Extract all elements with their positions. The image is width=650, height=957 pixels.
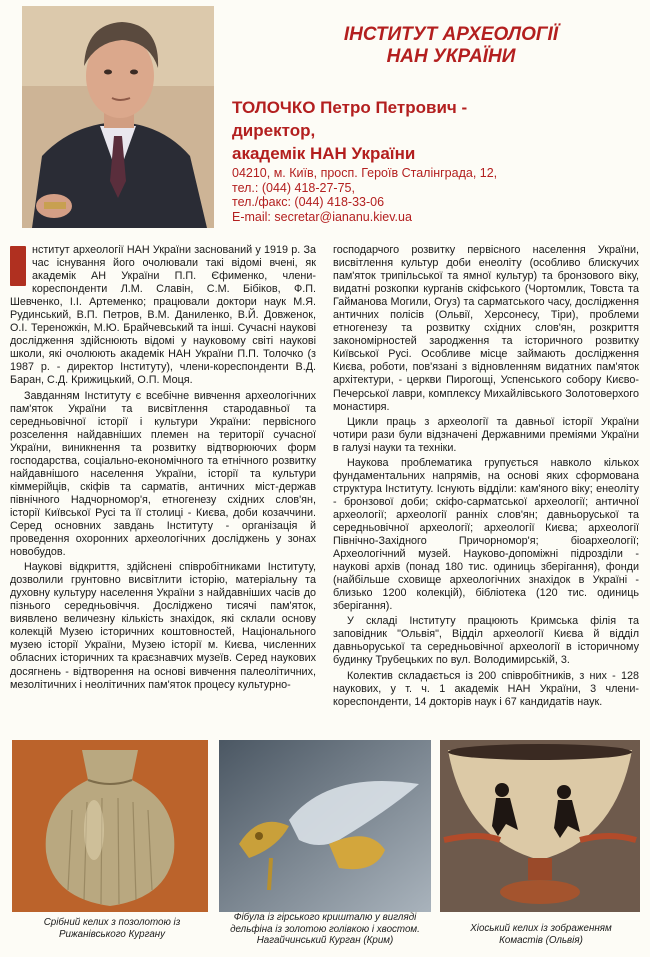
title-line-1: ІНСТИТУТ АРХЕОЛОГІЇ: [343, 24, 559, 45]
caption-kylix: Хіоський келих із зображенням Комастів (Ольвія): [470, 923, 612, 946]
paragraph: нститут археології НАН України заснований у 1919 р. За час існування його очолювали такі відомі вчені, як академік АН України П.П. Єфименко, члени-кореспонденти Л.М. Славін, С.М. Бібіков, Ф.П. Шевченко, І.І. Артеменко; працювали доктори наук М.Я. Рудинський, В.П. Петров, В.М. Даниленко, В.Й. Довженок, О.І. Тереножкін, М.Ю. Брайчевський та інші. Сучасні наукові дослідження здійснюють відомі у науковому світі наукові школи, які очолюють академік НАН України П.П. Толочко (з 1987 р. - директор Інституту), члени-кореспонденти В.Д. Баран, С.Д. Крижицький, О.П. Моця.: [10, 244, 316, 387]
paragraph: господарчого розвитку первісного населення України, висвітлення культур доби енеоліту (особливо блискучих пам'яток трипільської та ямної культур) та бронзового віку, видатні розкопки курганів скіфського (Чортомлик, Товста та Гайманова Могили, Огуз) та сарматського часу, дослідження античних полісів (Ольвії, Херсонесу, Тіри), проблеми етногенезу та розвитку східних слов'ян, розкриття закономірностей зародження та історичного розвитку Київської Русі. Особливе місце займають дослідження Києва, роботи, пов'язані з відновленням видатних пам'яток архітектури, - церкви Пирогощі, Успенського собору Києво-Печерської лаври, комплексу Михайлівського Золотоверхого монастиря.: [333, 244, 639, 413]
caption-vessel: Срібний келих з позолотою із Рижанівського Кургану: [43, 917, 181, 940]
director-portrait: [22, 6, 214, 228]
paragraph: Наукова проблематика групується навколо кількох фундаментальних напрямів, на основі яких сформована структура Інституту. Існують відділи: кам'яного віку; енеоліту - бронзової доби; скіфо-сарматської археології; античної археології; археології ранніх слов'ян; давньоруської та середньовічної археології; археології Києва; археології Північно-Західного Причорномор'я; біоархеології; Археологічний музей. Науково-допоміжні підрозділи - наукові архів (понад 180 тис. одиниць зберігання), фонди (найбільше сховище археологічних знахідок в Україні - близько 1200 колекцій), бібліотека (120 тис. одиниць зберігання).: [333, 456, 639, 613]
paragraph: Наукові відкриття, здійснені співробітниками Інституту, дозволили грунтовно висвітлити історію, матеріальну та духовну культуру населення України з найдавніших часів до пізнього середньовіччя. Досліджено тисячі пам'яток, виявлено величезну кількість знахідок, які склали основу колекцій Музею історичних коштовностей, Національного музею історії України, Музею історії м. Києва, численних обласних історичних та краєзнавчих музеїв. Серед наукових досягнень - відтворення на основі вивчення палеолітичних, мезолітичних і неолітичних пам'яток процесу культурно-: [10, 561, 316, 691]
drop-cap-bar: [10, 246, 26, 286]
address: 04210, м. Київ, просп. Героїв Сталінграда, 12,: [232, 166, 498, 180]
email-link[interactable]: E-mail: secretar@iananu.kiev.ua: [232, 209, 412, 224]
director-name: ТОЛОЧКО Петро Петрович -: [232, 98, 468, 117]
phone: тел.: (044) 418-27-75,: [232, 180, 355, 195]
director-info: [232, 96, 602, 165]
paragraph: Цикли праць з археології та давньої історії України чотири рази були відзначені Державними преміями України в галузі науки та техніки.: [333, 415, 639, 454]
fax: тел./факс: (044) 418-33-06: [232, 195, 385, 209]
caption-fibula: Фібула із гірського кришталю у вигляді дельфіна із золотою голівкою і хвостом. Нагайчинський Курган (Крим): [230, 912, 420, 946]
photo-chios-kylix: [440, 740, 640, 912]
photo-silver-vessel: [12, 740, 208, 912]
photo-crystal-fibula: [219, 740, 431, 912]
paragraph: У складі Інституту працюють Кримська філія та заповідник "Ольвія", Відділ археології Києва й відділ давньоруської та середньовічної археології в історичному будинку Трубецьких по вул. Володимирській, 3.: [333, 615, 639, 667]
director-title: академік НАН України: [232, 144, 416, 163]
article-column-left: [10, 244, 316, 694]
paragraph: Завданням Інституту є всебічне вивчення археологічних пам'яток України та висвітлення стародавньої та середньовічної історії і культури України: первісного розселення найдавніших племен на території сучасної України, виникнення та розвитку відтворюючих форм господарства, соціально-економічного та етнічного розвитку найдавнішого населення України, історії та культури кіммерійців, скіфів та сарматів, античних міст-держав північного Надчорномор'я, етногенезу східних слов'ян, історії Київської Русі та її столиці - Києва, доби козаччини. Серед основних завдань Інституту - організація й проведення охоронних археологічних досліджень у зонах новобудов.: [10, 389, 316, 559]
contact-block: [232, 166, 612, 224]
director-position: директор,: [232, 121, 316, 140]
article-column-right: [333, 244, 639, 711]
paragraph: Колектив складається із 200 співробітників, з них - 128 наукових, у т. ч. 1 академік НАН України, 3 члени-кореспонденти, 14 докторів наук і 67 кандидатів наук.: [333, 669, 639, 708]
title-line-2: НАН УКРАЇНИ: [386, 46, 516, 67]
institute-title: [290, 24, 612, 68]
